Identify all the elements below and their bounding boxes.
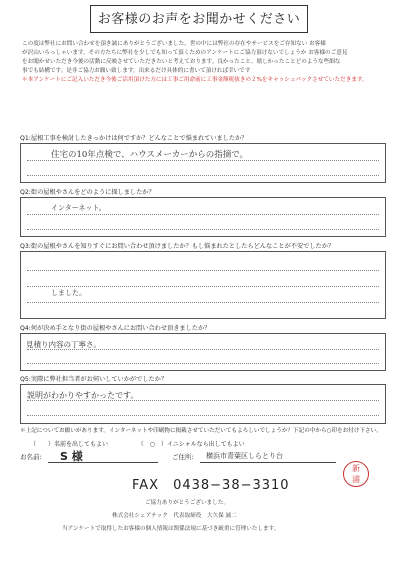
question-5-answer: 説明がわかりやすかったです。 bbox=[27, 391, 139, 400]
customer-address: 横浜市青葉区しらとり台 bbox=[206, 452, 283, 460]
answer-line bbox=[27, 214, 379, 215]
consent-option-initials[interactable]: （ ○ ）イニシャルなら出してもよい bbox=[137, 441, 245, 448]
question-5-label: Q5:実際に弊社担当者がお伺いしていかがでしたか？ bbox=[20, 376, 168, 383]
answer-line bbox=[27, 415, 379, 416]
intro-line: 事でも結構です。是非ご協力お願い致します。出来るだけ具体的に書いて頂ければ幸いです bbox=[22, 68, 251, 74]
address-underline bbox=[200, 462, 336, 463]
customer-name: S 様 bbox=[60, 450, 83, 463]
question-4-answer-box bbox=[20, 333, 386, 371]
question-3-answer: しました。 bbox=[51, 289, 86, 297]
question-2-label: Q2:街の屋根やさんをどのように探しましたか？ bbox=[20, 189, 155, 196]
fax-number: FAX 0438−38−3310 bbox=[132, 478, 290, 493]
question-3-label: Q3:街の屋根やさんを知りすぐにお問い合わせ頂けましたか？もし悩まれたとしたらどんなことが不安でしたか？ bbox=[20, 243, 335, 250]
address-label: ご住所: bbox=[172, 453, 194, 461]
question-1-answer-box bbox=[20, 143, 386, 183]
intro-text bbox=[22, 40, 390, 85]
intro-line: が沢山いらっしゃいます。その方たちに弊社を少しでも知って頂くためのアンケートにご協力頂けないでしょうか お客様のご意見 bbox=[22, 50, 348, 56]
footer-thanks: ご協力ありがとうございました。 bbox=[145, 500, 229, 506]
cashback-note: ＊本アンケートにご記入いただき今後ご活用頂けた方には工事ご用命前に工事金額税抜きの２%をキャッシュバックさせていただきます。 bbox=[22, 77, 368, 83]
answer-line bbox=[27, 302, 379, 303]
answer-line bbox=[27, 160, 379, 161]
question-1-label: Q1:屋根工事を検討したきっかけは何ですか？どんなことで悩まれていましたか？ bbox=[20, 135, 248, 142]
question-3-answer-box bbox=[20, 251, 386, 319]
page-title: お客様のお声をお聞かせください bbox=[90, 5, 308, 33]
intro-line: この度は弊社にお問い合わせを頂き誠にありがとうございました。世の中には弊社の存在やサービスをご存知ない お客様 bbox=[22, 41, 326, 47]
footer-privacy: 当アンケートで取得したお客様の個人情報は関係法規に基づき厳重に管理いたします。 bbox=[62, 526, 280, 532]
question-5-answer-box bbox=[20, 384, 386, 424]
footer-company: 株式会社シェアテック 代表取締役 大久保 誠二 bbox=[112, 513, 237, 519]
answer-line bbox=[27, 286, 379, 287]
question-2-answer: インターネット。 bbox=[51, 204, 106, 212]
answer-line bbox=[27, 229, 379, 230]
consent-text: ＊上記についてお願いがあります。インターネットや印刷物に掲載させていただいてもよろしいでしょうか？下記の中から○印をお付け下さい。 bbox=[20, 428, 382, 434]
consent-section bbox=[20, 427, 386, 450]
question-4-answer: 見積り内容の丁寧さ。 bbox=[26, 340, 101, 349]
intro-line: をお聞かせいただき今後の活動に反映させていただきたいと考えております。良かったこと、嬉しかったことどのような些細な bbox=[22, 59, 341, 65]
question-2-answer-box bbox=[20, 197, 386, 237]
question-1-answer: 住宅の10年点検で、ハウスメーカーからの指摘で。 bbox=[51, 150, 249, 160]
question-4-label: Q4:何が決め手となり街の屋根やさんにお問い合わせ頂きましたか？ bbox=[20, 325, 211, 332]
consent-option-full-name[interactable]: （ ）名前を出してもよい bbox=[30, 441, 109, 448]
answer-line bbox=[27, 363, 379, 364]
answer-line bbox=[27, 270, 379, 271]
answer-line bbox=[27, 175, 379, 176]
seal-stamp: 新 浦 bbox=[343, 461, 369, 487]
name-underline bbox=[48, 462, 158, 463]
name-label: お名前: bbox=[20, 453, 42, 461]
